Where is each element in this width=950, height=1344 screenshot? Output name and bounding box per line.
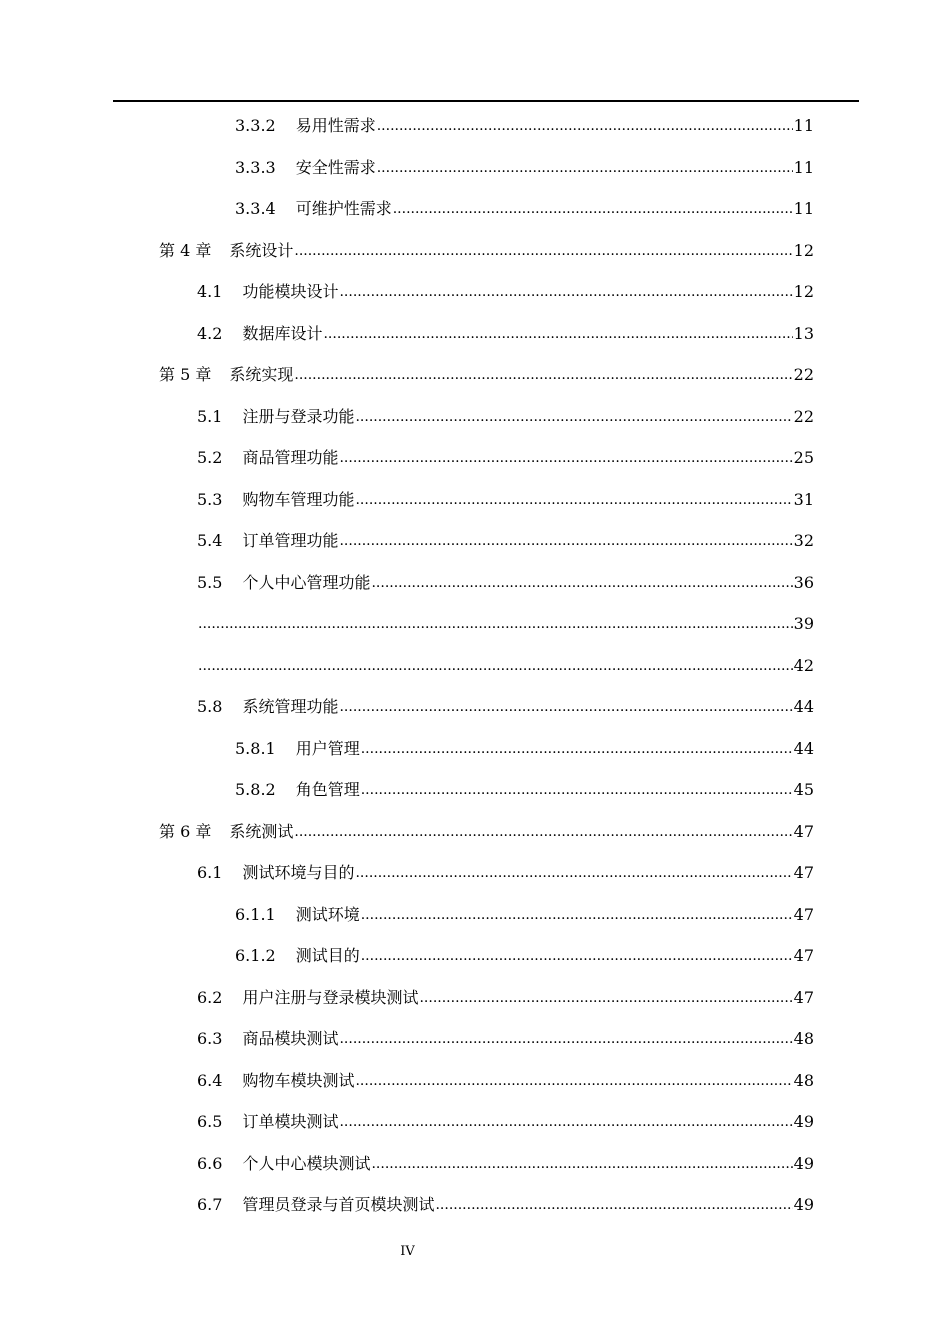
toc-entry-page: 36 [793, 572, 814, 592]
toc-entry-number: 第 4 章 [159, 240, 212, 260]
toc-entry-title: 订单管理功能 [242, 531, 339, 550]
toc-entry-page: 12 [793, 282, 814, 301]
toc-entry-title: 数据库设计 [242, 323, 323, 343]
toc-entry-number: 3.3.3 [235, 157, 276, 177]
toc-dot-leader [339, 448, 792, 468]
toc-entry-number: 3.3.2 [235, 116, 276, 135]
toc-entry-title: 管理员登录与首页模块测试 [242, 1195, 435, 1214]
toc-entry-title: 用户管理 [295, 738, 360, 758]
toc-entry-title: 系统管理功能 [242, 697, 339, 716]
toc-entry[interactable] [197, 486, 814, 510]
toc-entry[interactable] [235, 195, 814, 219]
toc-entry-page: 48 [793, 1070, 814, 1090]
toc-entry-page: 31 [793, 489, 814, 509]
toc-entry-page: 11 [793, 157, 814, 177]
toc-entry-number: 5.4 [197, 531, 223, 550]
toc-entry-number: 5.2 [197, 448, 223, 467]
toc-entry-number: 6.1 [197, 863, 223, 882]
toc-dot-leader [339, 531, 792, 551]
toc-entry-page: 44 [793, 738, 814, 758]
toc-entry-page: 22 [793, 406, 814, 426]
toc-entry-title: 系统测试 [229, 821, 294, 841]
toc-entry[interactable] [197, 1150, 814, 1174]
toc-entry-page: 42 [793, 655, 814, 675]
toc-dot-leader [361, 780, 793, 800]
toc-dot-leader [377, 158, 793, 178]
toc-dot-leader [294, 365, 792, 385]
toc-entry-page: 47 [793, 904, 814, 924]
toc-entry-number: 6.1.2 [235, 946, 276, 965]
toc-dot-leader [355, 407, 792, 427]
toc-entry-title: 可维护性需求 [295, 199, 392, 218]
toc-entry[interactable] [197, 444, 814, 468]
toc-entry-number: 6.5 [197, 1112, 223, 1131]
toc-entry-page: 11 [793, 199, 814, 218]
toc-dot-leader [294, 241, 792, 261]
toc-entry[interactable] [235, 735, 814, 759]
toc-entry-page: 49 [793, 1112, 814, 1131]
toc-entry-number: 6.7 [197, 1195, 223, 1214]
toc-dot-leader [339, 282, 792, 302]
toc-entry-page: 47 [793, 946, 814, 965]
toc-entry-number: 5.8.2 [235, 780, 276, 799]
toc-entry-title: 个人中心模块测试 [242, 1153, 371, 1173]
toc-entry-page: 44 [793, 697, 814, 716]
toc-entry-title: 系统实现 [229, 365, 294, 384]
toc-entry-page: 25 [793, 448, 814, 467]
toc-entry-page: 47 [793, 821, 814, 841]
toc-entry-title: 角色管理 [295, 780, 360, 799]
toc-entry[interactable] [197, 610, 814, 634]
toc-entry-page: 47 [793, 987, 814, 1007]
toc-entry-number: 第 5 章 [159, 365, 212, 384]
toc-entry[interactable] [159, 237, 814, 261]
toc-entry-number: 5.5 [197, 572, 223, 592]
toc-entry[interactable] [159, 818, 814, 842]
toc-entry[interactable] [235, 942, 814, 966]
toc-entry[interactable] [197, 693, 814, 717]
toc-dot-leader [419, 988, 792, 1008]
toc-entry-page: 32 [793, 531, 814, 550]
toc-entry[interactable] [197, 278, 814, 302]
toc-entry-number: 6.3 [197, 1029, 223, 1048]
toc-dot-leader [323, 324, 792, 344]
toc-dot-leader [355, 1071, 792, 1091]
toc-entry-page: 49 [793, 1153, 814, 1173]
toc-entry-title: 商品模块测试 [242, 1029, 339, 1048]
toc-entry[interactable] [197, 527, 814, 551]
toc-entry-page: 47 [793, 863, 814, 882]
toc-entry-title: 测试目的 [295, 946, 360, 965]
toc-entry-title: 购物车模块测试 [242, 1070, 355, 1090]
toc-entry[interactable] [197, 403, 814, 427]
toc-entry[interactable] [197, 1067, 814, 1091]
toc-entry-page: 48 [793, 1029, 814, 1048]
toc-entry-number: 4.2 [197, 323, 223, 343]
toc-dot-leader [371, 573, 792, 593]
toc-entry-number: 6.6 [197, 1153, 223, 1173]
toc-entry-number: 3.3.4 [235, 199, 276, 218]
toc-entry-title: 功能模块设计 [242, 282, 339, 301]
toc-entry-page: 39 [793, 614, 814, 633]
toc-entry-title: 测试环境 [295, 904, 360, 924]
toc-entry-number: 6.1.1 [235, 904, 276, 924]
toc-entry-number: 6.2 [197, 987, 223, 1007]
toc-entry-title: 用户注册与登录模块测试 [242, 987, 419, 1007]
toc-entry-title: 购物车管理功能 [242, 489, 355, 509]
toc-dot-leader [339, 697, 792, 717]
toc-entry-page: 45 [793, 780, 814, 799]
header-rule [113, 100, 859, 102]
toc-entry-page: 49 [793, 1195, 814, 1214]
toc-entry-number: 5.1 [197, 406, 223, 426]
toc-dot-leader [355, 863, 792, 883]
toc-entry[interactable] [235, 112, 814, 136]
toc-entry-number: 5.8 [197, 697, 223, 716]
toc-entry[interactable] [235, 776, 814, 800]
toc-entry[interactable] [197, 1108, 814, 1132]
toc-entry-page: 13 [793, 323, 814, 343]
toc-entry-number: 5.3 [197, 489, 223, 509]
toc-dot-leader [198, 614, 793, 634]
toc-entry[interactable] [197, 984, 814, 1008]
toc-dot-leader [339, 1112, 792, 1132]
toc-entry-number: 4.1 [197, 282, 223, 301]
toc-entry-title: 安全性需求 [295, 157, 376, 177]
toc-dot-leader [361, 946, 793, 966]
toc-dot-leader [294, 822, 792, 842]
toc-entry-number: 5.8.1 [235, 738, 276, 758]
toc-entry-number: 第 6 章 [159, 821, 212, 841]
toc-entry[interactable] [197, 1025, 814, 1049]
toc-entry[interactable] [235, 154, 814, 178]
toc-dot-leader [393, 199, 793, 219]
toc-entry-page: 22 [793, 365, 814, 384]
toc-entry-title: 商品管理功能 [242, 448, 339, 467]
toc-entry[interactable] [159, 361, 814, 385]
toc-entry[interactable] [197, 1191, 814, 1215]
toc-dot-leader [355, 490, 792, 510]
toc-entry-number: 6.4 [197, 1070, 223, 1090]
toc-entry[interactable] [197, 859, 814, 883]
toc-entry-title: 系统设计 [229, 240, 294, 260]
toc-entry[interactable] [197, 569, 814, 593]
toc-entry-page: 12 [793, 240, 814, 260]
page-number: IV [400, 1244, 415, 1259]
toc-dot-leader [371, 1154, 792, 1174]
toc-dot-leader [361, 739, 793, 759]
toc-entry[interactable] [235, 901, 814, 925]
toc-dot-leader [435, 1195, 792, 1215]
toc-dot-leader [198, 656, 793, 676]
toc-entry-page: 11 [793, 116, 814, 135]
toc-dot-leader [377, 116, 793, 136]
toc-dot-leader [339, 1029, 792, 1049]
toc-entry-title: 个人中心管理功能 [242, 572, 371, 592]
toc-entry-title: 测试环境与目的 [242, 863, 355, 882]
toc-entry[interactable] [197, 652, 814, 676]
toc-entry-title: 易用性需求 [295, 116, 376, 135]
toc-dot-leader [361, 905, 793, 925]
toc-entry-title: 订单模块测试 [242, 1112, 339, 1131]
toc-entry-title: 注册与登录功能 [242, 406, 355, 426]
toc-entry[interactable] [197, 320, 814, 344]
